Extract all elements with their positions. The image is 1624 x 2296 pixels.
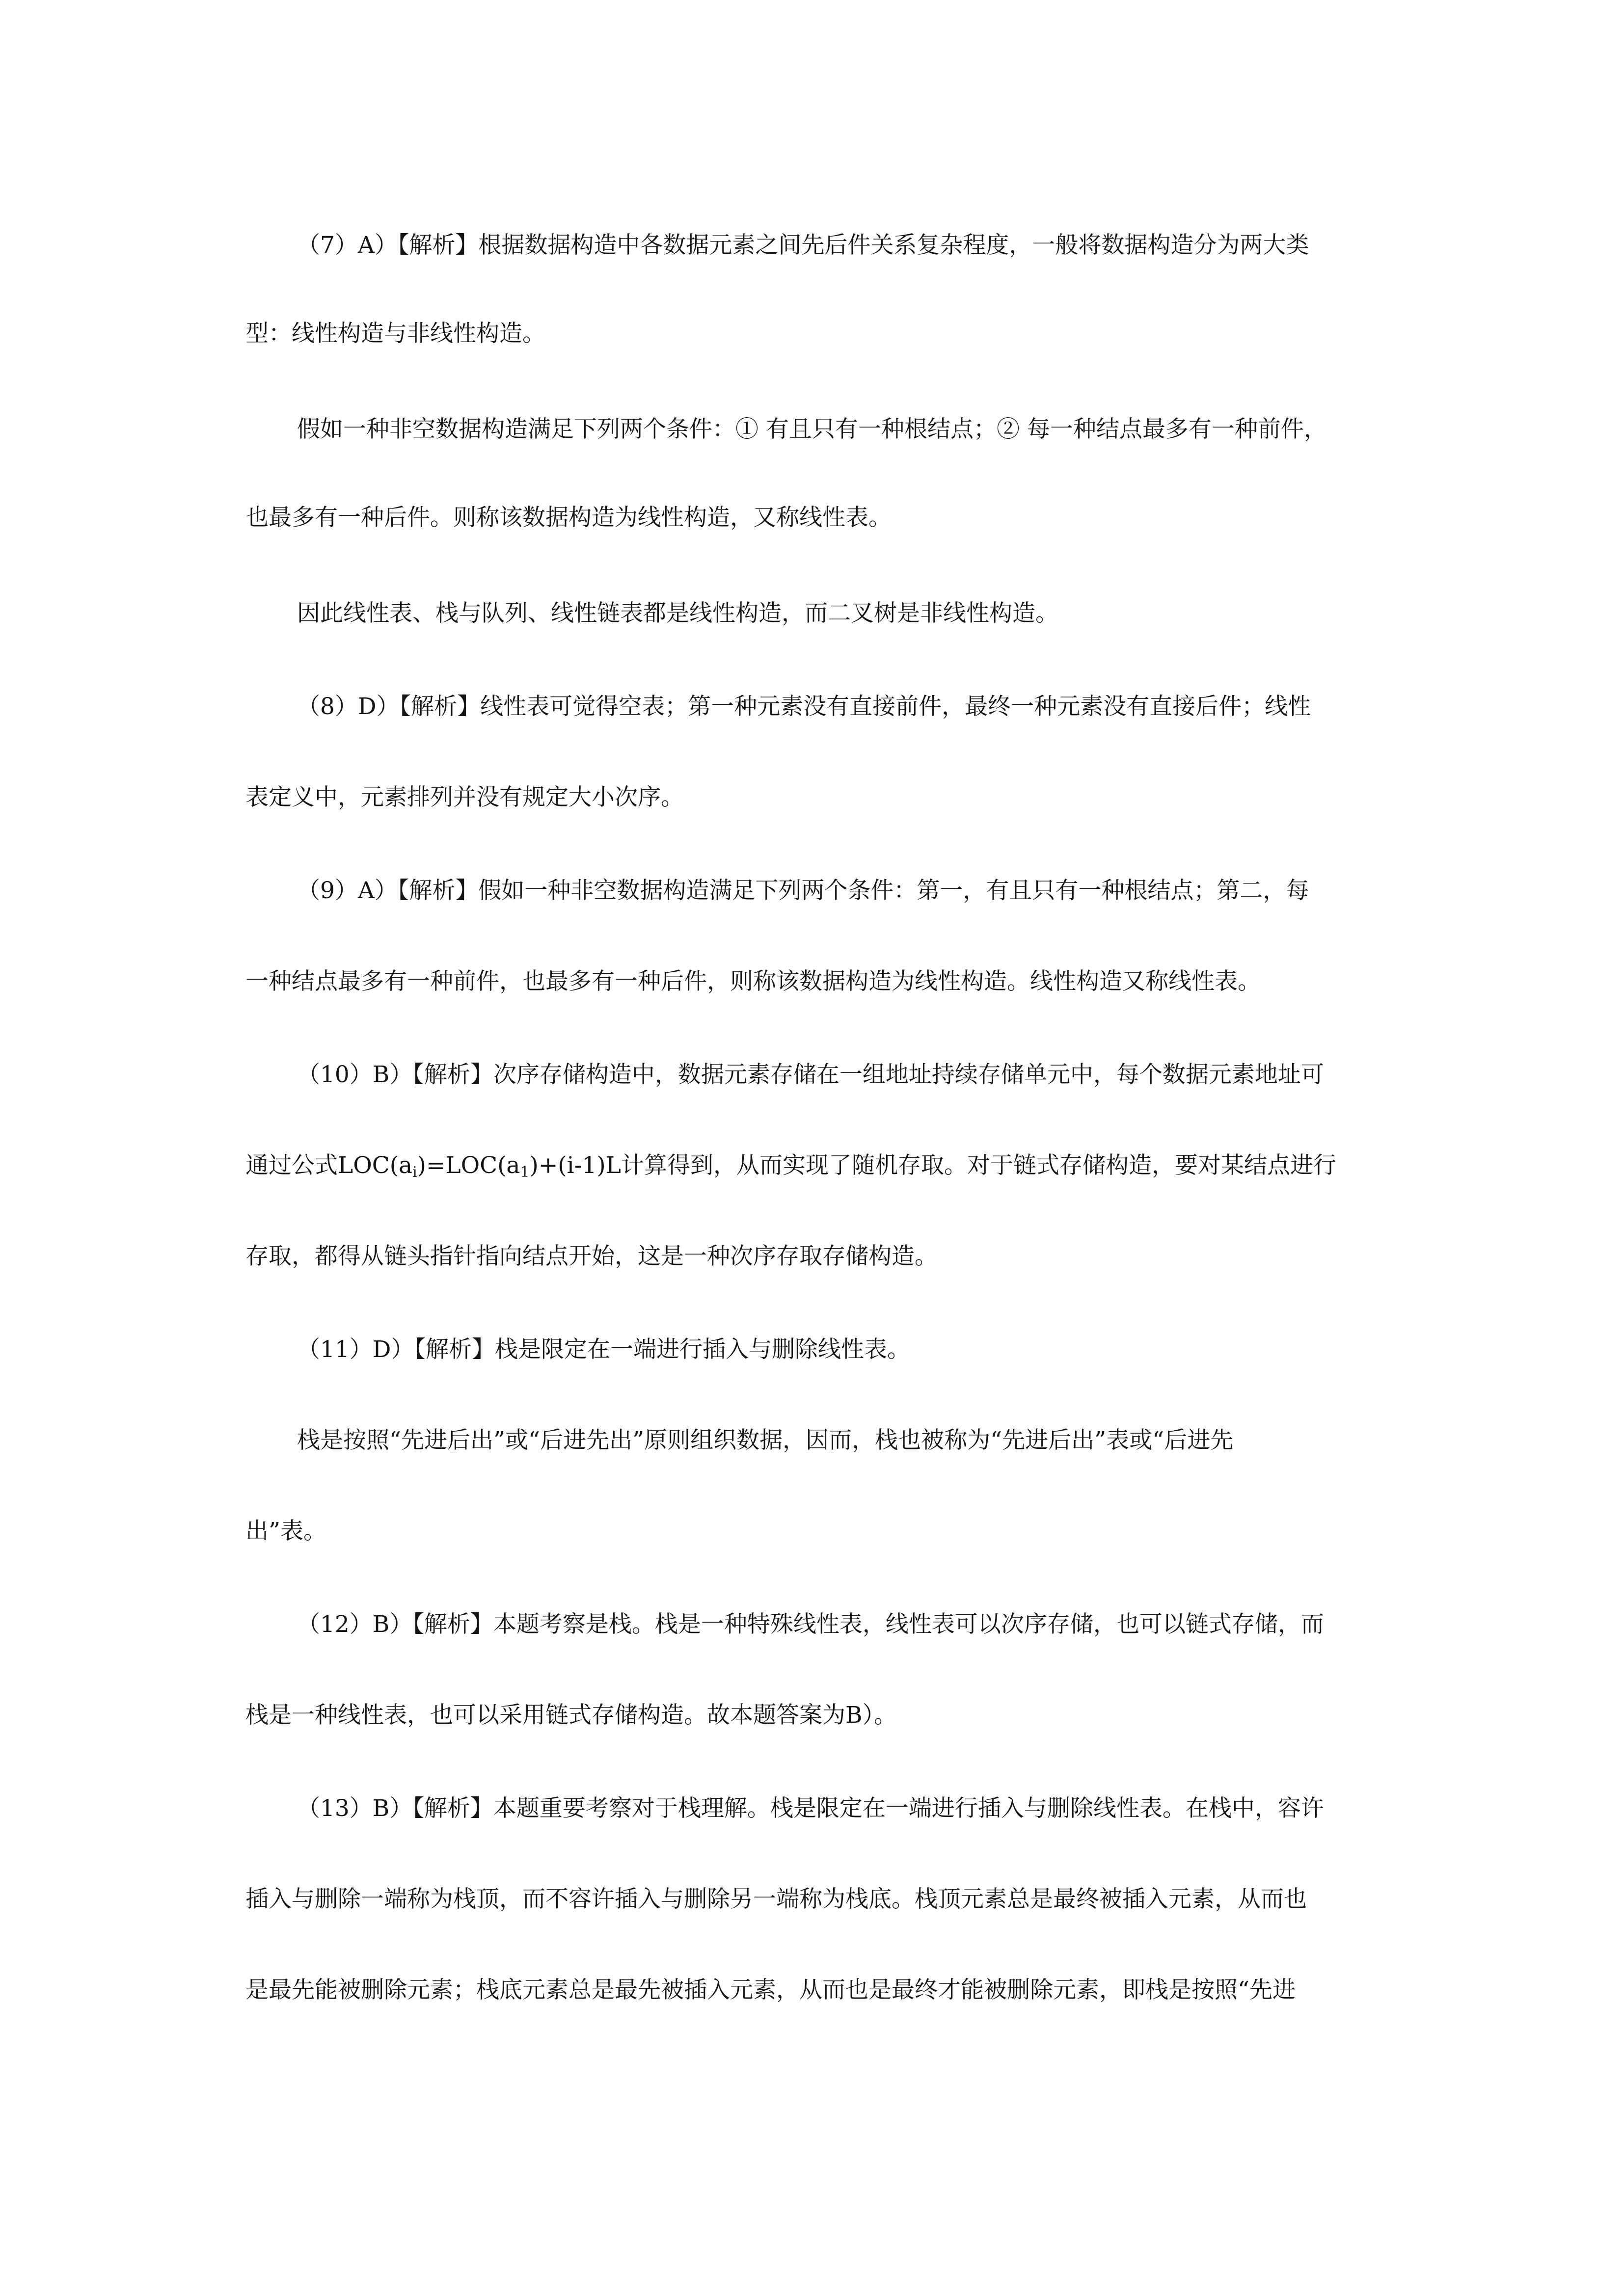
paragraph-12-line-1: （12）B）【解析】本题考察是栈。栈是一种特殊线性表，线性表可以次序存储，也可以链式存储，而: [297, 1611, 1324, 1638]
paragraph-7-line-2: 型：线性构造与非线性构造。: [245, 320, 545, 347]
paragraph-7-line-1: （7）A）【解析】根据数据构造中各数据元素之间先后件关系复杂程度，一般将数据构造分为两大类: [297, 232, 1309, 259]
paragraph-9-line-2: 一种结点最多有一种前件，也最多有一种后件，则称该数据构造为线性构造。线性构造又称线性表。: [245, 968, 1261, 995]
formula-subscript-1: 1: [520, 1164, 530, 1181]
paragraph-10-formula-line: [245, 1151, 1389, 1180]
paragraph-12-line-2: 栈是一种线性表，也可以采用链式存储构造。故本题答案为B）。: [245, 1702, 897, 1729]
formula-subscript-i: i: [412, 1164, 417, 1181]
paragraph-7b-line-2: 也最多有一种后件。则称该数据构造为线性构造，又称线性表。: [245, 504, 892, 531]
paragraph-13-line-3: 是最先能被删除元素；栈底元素总是最先被插入元素，从而也是最终才能被删除元素，即栈是按照“先进: [245, 1976, 1296, 2003]
paragraph-8-line-2: 表定义中，元素排列并没有规定大小次序。: [245, 784, 684, 811]
paragraph-13-line-1: （13）B）【解析】本题重要考察对于栈理解。栈是限定在一端进行插入与删除线性表。在栈中，容许: [297, 1795, 1324, 1822]
formula-text-after: )+(i-1)L计算得到，从而实现了随机存取。对于链式存储构造，要对某结点进行: [529, 1152, 1336, 1179]
paragraph-8-line-1: （8）D）【解析】线性表可觉得空表；第一种元素没有直接前件，最终一种元素没有直接后件；线性: [297, 693, 1311, 720]
paragraph-13-line-2: 插入与删除一端称为栈顶，而不容许插入与删除另一端称为栈底。栈顶元素总是最终被插入元素，从而也: [245, 1886, 1307, 1913]
paragraph-11-line-1: （11）D）【解析】栈是限定在一端进行插入与删除线性表。: [297, 1336, 910, 1363]
paragraph-11b-line-1: 栈是按照“先进后出”或“后进先出”原则组织数据，因而，栈也被称为“先进后出”表或“后进先: [297, 1427, 1234, 1454]
paragraph-10-line-3: 存取，都得从链头指针指向结点开始，这是一种次序存取存储构造。: [245, 1243, 938, 1270]
formula-text-before: 通过公式LOC(a: [245, 1152, 413, 1179]
formula-text-middle: )=LOC(a: [417, 1152, 520, 1179]
paragraph-9-line-1: （9）A）【解析】假如一种非空数据构造满足下列两个条件：第一，有且只有一种根结点；第二，每: [297, 877, 1309, 904]
paragraph-7b-line-1: 假如一种非空数据构造满足下列两个条件：① 有且只有一种根结点；② 每一种结点最多有一种前件，: [297, 416, 1327, 443]
paragraph-7c-line-1: 因此线性表、栈与队列、线性链表都是线性构造，而二叉树是非线性构造。: [297, 600, 1058, 627]
paragraph-11b-line-2: 出”表。: [245, 1518, 327, 1545]
paragraph-10-line-1: （10）B）【解析】次序存储构造中，数据元素存储在一组地址持续存储单元中，每个数据元素地址可: [297, 1061, 1324, 1088]
